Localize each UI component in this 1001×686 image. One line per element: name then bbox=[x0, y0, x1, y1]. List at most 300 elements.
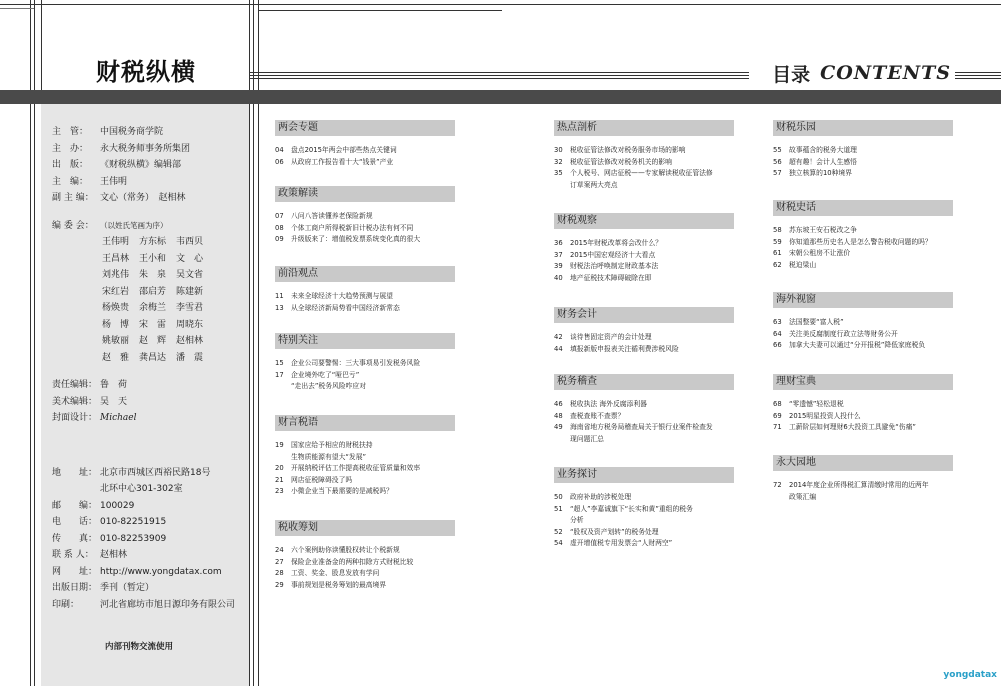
editorial-name: 吴文省 bbox=[176, 270, 204, 280]
section-heading: 税收筹划 bbox=[275, 520, 455, 536]
editorial-name: 王昌林 bbox=[102, 253, 130, 264]
entry-title: 独立核算的10种境界 bbox=[789, 169, 853, 177]
section-heading: 财务会计 bbox=[554, 307, 734, 323]
entry-title: 升级版来了：增值税发票系统变化真的很大 bbox=[291, 235, 421, 243]
page-number: 69 bbox=[773, 411, 782, 420]
entry-title: 工资、奖金、股息发放有学问 bbox=[291, 569, 380, 577]
masthead-row bbox=[52, 141, 242, 158]
toc-section bbox=[275, 186, 455, 246]
toc-section bbox=[554, 120, 734, 191]
entry-title: 保险企业准备金的两种扣除方式财税比较 bbox=[291, 557, 414, 566]
editorial-name: 刘兆伟 bbox=[102, 270, 130, 280]
section-items bbox=[275, 545, 455, 591]
toc-entry[interactable] bbox=[275, 545, 455, 557]
toc-section bbox=[275, 266, 455, 314]
entry-title: 未来全球经济十大趋势预测与展望 bbox=[291, 292, 393, 300]
spacer bbox=[52, 427, 242, 465]
section-heading: 海外视窗 bbox=[773, 292, 953, 308]
toc-entry[interactable] bbox=[275, 440, 455, 452]
entry-title: 2015中国宏观经济十大看点 bbox=[570, 250, 656, 259]
entry-title: 从全球经济新局势看中国经济新常态 bbox=[291, 303, 400, 312]
section-items bbox=[554, 145, 734, 191]
toc-entry[interactable] bbox=[773, 399, 953, 411]
section-heading: 财税乐园 bbox=[773, 120, 953, 136]
entry-title: 宋朝公租房不让涨价 bbox=[789, 249, 851, 257]
entry-title: 苏东坡王安石税改之争 bbox=[789, 226, 857, 234]
editorial-name: 余梅兰 bbox=[139, 303, 167, 313]
entry-title: “股权及资产划转”的税务处理 bbox=[570, 527, 659, 536]
entry-title: 填报新版申报表关注循利费涉税风险 bbox=[570, 344, 679, 353]
entry-title: 个人税号、网店征税——专家解读税收征管法修 bbox=[570, 169, 713, 177]
section-items bbox=[773, 480, 953, 503]
masthead-label: 邮 编： bbox=[52, 500, 98, 511]
toc-entry[interactable] bbox=[275, 568, 455, 580]
entry-title: 订草案两大亮点 bbox=[570, 180, 618, 189]
entry-title: 税迫梁山 bbox=[789, 260, 817, 269]
toc-entry[interactable] bbox=[773, 237, 953, 249]
entry-title: 八问八答读懂养老保险新规 bbox=[291, 212, 373, 220]
masthead-value: 010-82253909 bbox=[100, 533, 167, 544]
page-number: 71 bbox=[773, 423, 782, 431]
toc-heading-en: CONTENTS bbox=[820, 62, 951, 84]
masthead-row bbox=[52, 514, 242, 531]
toc-entry[interactable] bbox=[773, 260, 953, 272]
internal-note: 内部刊物交流使用 bbox=[105, 642, 174, 652]
section-items bbox=[773, 399, 953, 434]
entry-title: 政府补助的涉税处理 bbox=[570, 493, 632, 501]
masthead-value: 河北省廊坊市旭日源印务有限公司 bbox=[100, 599, 236, 610]
entry-title: 生物质能源有望大“发展” bbox=[291, 452, 367, 461]
section-heading: 理财宝典 bbox=[773, 374, 953, 390]
editorial-names-row bbox=[102, 350, 242, 367]
page-number: 39 bbox=[554, 262, 563, 270]
masthead-value: 100029 bbox=[100, 500, 135, 511]
masthead-row bbox=[52, 547, 242, 564]
masthead-row bbox=[52, 218, 242, 235]
toc-entry[interactable] bbox=[554, 434, 734, 446]
toc-entry[interactable] bbox=[773, 248, 953, 260]
toc-entry[interactable] bbox=[275, 291, 455, 303]
page-number: 23 bbox=[275, 487, 284, 495]
toc-section bbox=[773, 292, 953, 352]
toc-entry[interactable] bbox=[554, 527, 734, 539]
toc-entry[interactable] bbox=[275, 463, 455, 475]
masthead-row bbox=[52, 174, 242, 191]
masthead-row bbox=[52, 157, 242, 174]
toc-entry[interactable] bbox=[275, 580, 455, 592]
masthead-row bbox=[52, 190, 242, 207]
page-number: 20 bbox=[275, 464, 284, 472]
section-items bbox=[275, 145, 455, 168]
entry-title: 网店征税障碍没了吗 bbox=[291, 475, 353, 484]
section-items bbox=[554, 399, 734, 445]
entry-title: 财税法治呼唤制定财政基本法 bbox=[570, 262, 659, 270]
page-number: 64 bbox=[773, 329, 782, 338]
masthead-row bbox=[52, 481, 242, 498]
editorial-names bbox=[52, 234, 242, 366]
page-number: 35 bbox=[554, 169, 563, 177]
section-heading: 财税史话 bbox=[773, 200, 953, 216]
toc-entry[interactable] bbox=[275, 381, 455, 393]
entry-title: 六个案例助你读懂股权转让个税新规 bbox=[291, 546, 400, 554]
entry-title: “超人”李嘉诚旗下“长实和黄”重组的税务 bbox=[570, 504, 693, 513]
section-heading: 财税观察 bbox=[554, 213, 734, 229]
masthead-value: 文心（常务） 赵相林 bbox=[100, 193, 186, 203]
spacer bbox=[52, 366, 242, 377]
page-number bbox=[275, 381, 291, 393]
masthead-row bbox=[52, 531, 242, 548]
toc-entry[interactable] bbox=[773, 422, 953, 434]
entry-title: 虚开增值税专用发票会“人财两空” bbox=[570, 539, 673, 547]
page-number: 56 bbox=[773, 157, 782, 166]
masthead bbox=[52, 124, 242, 613]
toc-entry[interactable] bbox=[275, 486, 455, 498]
page-number: 68 bbox=[773, 400, 782, 408]
header-lines-right bbox=[955, 72, 1001, 81]
page-number: 59 bbox=[773, 237, 782, 246]
toc-entry[interactable] bbox=[554, 273, 734, 285]
section-heading: 热点剖析 bbox=[554, 120, 734, 136]
editorial-note: （以姓氏笔画为序） bbox=[100, 220, 168, 230]
entry-title: 从政府工作报告看十大“钱景”产业 bbox=[291, 157, 394, 166]
entry-title: 加拿大夫妻可以通过“分开报税”降低家庭税负 bbox=[789, 341, 926, 349]
masthead-value: 王伟明 bbox=[100, 176, 128, 187]
page-number: 61 bbox=[773, 249, 782, 257]
section-heading: 特别关注 bbox=[275, 333, 455, 349]
page-number: 28 bbox=[275, 569, 284, 577]
section-items bbox=[275, 291, 455, 314]
entry-title: 企业公司要警惕：三大事项易引发税务风险 bbox=[291, 359, 421, 367]
masthead-row bbox=[52, 465, 242, 482]
entry-title: 税收征管法修改对税务机关的影响 bbox=[570, 157, 672, 166]
page-number: 62 bbox=[773, 260, 782, 269]
masthead-row bbox=[52, 124, 242, 141]
toc-section bbox=[773, 200, 953, 271]
editorial-name: 潘 震 bbox=[176, 352, 204, 363]
page-number: 15 bbox=[275, 359, 284, 367]
page-number: 44 bbox=[554, 344, 563, 353]
masthead-value: Michael bbox=[100, 413, 137, 423]
editorial-name: 龚昌达 bbox=[139, 352, 167, 363]
page-number: 52 bbox=[554, 527, 563, 536]
editorial-names-row bbox=[102, 251, 242, 268]
editorial-name: 邵启芳 bbox=[139, 286, 167, 297]
toc-section bbox=[554, 374, 734, 445]
entry-title: 你知道那些历史名人是怎么警告税收问题的吗？ bbox=[789, 237, 932, 246]
entry-title: 2014年度企业所得税汇算清缴时常用的近两年 bbox=[789, 481, 929, 489]
entry-title: 法国整要“富人税” bbox=[789, 318, 844, 326]
page-number: 63 bbox=[773, 318, 782, 326]
section-items bbox=[275, 358, 455, 393]
toc-entry[interactable] bbox=[554, 168, 734, 180]
toc-entry[interactable] bbox=[554, 538, 734, 550]
editorial-name: 杨焕贵 bbox=[102, 303, 130, 313]
editorial-name: 王伟明 bbox=[102, 237, 130, 247]
section-items bbox=[554, 238, 734, 284]
toc-entry[interactable] bbox=[554, 411, 734, 423]
masthead-label: 出 版： bbox=[52, 160, 89, 170]
page-number: 32 bbox=[554, 157, 563, 166]
toc-entry[interactable] bbox=[554, 250, 734, 262]
editorial-names-row bbox=[102, 300, 242, 317]
masthead-label: 编 委 会： bbox=[52, 220, 94, 231]
toc-entry[interactable] bbox=[773, 480, 953, 492]
page-number: 57 bbox=[773, 169, 782, 177]
masthead-label: 责任编辑： bbox=[52, 380, 98, 390]
masthead-row bbox=[52, 597, 242, 614]
entry-title: 开展纳税评估工作提高税收征管质量和效率 bbox=[291, 464, 421, 472]
toc-entry[interactable] bbox=[275, 557, 455, 569]
page-number bbox=[554, 515, 570, 527]
page-number: 48 bbox=[554, 411, 563, 420]
toc-section bbox=[773, 455, 953, 503]
page-number bbox=[773, 492, 789, 504]
editorial-name: 宋 雷 bbox=[139, 319, 167, 330]
toc-entry[interactable] bbox=[554, 399, 734, 411]
entry-title: 故事蕴含的税务大道理 bbox=[789, 146, 857, 154]
page-number: 46 bbox=[554, 400, 563, 408]
toc-section bbox=[275, 520, 455, 591]
entry-title: 小微企业当下最需要的是减税吗？ bbox=[291, 487, 393, 495]
toc-section bbox=[554, 467, 734, 550]
page-number bbox=[554, 434, 570, 446]
toc-entry[interactable] bbox=[554, 157, 734, 169]
masthead-value: 中国税务商学院 bbox=[100, 127, 164, 137]
page-number: 06 bbox=[275, 157, 284, 166]
section-items bbox=[773, 145, 953, 180]
entry-title: “零遗憾”轻松退税 bbox=[789, 400, 844, 408]
masthead-label: 印刷： bbox=[52, 599, 80, 610]
masthead-value: 鲁 荷 bbox=[100, 380, 128, 390]
page-number: 55 bbox=[773, 146, 782, 154]
masthead-label: 联 系 人： bbox=[52, 550, 94, 560]
toc-entry[interactable] bbox=[554, 504, 734, 516]
toc-entry[interactable] bbox=[554, 492, 734, 504]
section-items bbox=[554, 492, 734, 550]
entry-title: 税收征管法修改对税务服务市场的影响 bbox=[570, 146, 686, 154]
editorial-name: 赵 雅 bbox=[102, 352, 130, 363]
toc-entry[interactable] bbox=[554, 422, 734, 434]
section-heading: 业务探讨 bbox=[554, 467, 734, 483]
masthead-label: 出版日期： bbox=[52, 583, 98, 593]
entry-title: 税收执法 海外反腐添利器 bbox=[570, 400, 647, 408]
entry-title: 国家应给予相应的财税扶持 bbox=[291, 441, 373, 449]
page-number bbox=[554, 180, 570, 192]
entry-title: 个体工商户所得税新旧计税办法有何不同 bbox=[291, 223, 414, 232]
toc-entry[interactable] bbox=[275, 475, 455, 487]
entry-title: “走出去”税务风险咋应对 bbox=[291, 382, 367, 390]
toc-entry[interactable] bbox=[275, 370, 455, 382]
page-number: 11 bbox=[275, 292, 284, 300]
masthead-row bbox=[52, 580, 242, 597]
toc-entry[interactable] bbox=[773, 145, 953, 157]
section-items bbox=[554, 332, 734, 355]
entry-title: 工薪阶层如何理财6大投资工具避免“伤痛” bbox=[789, 423, 916, 431]
toc-section bbox=[773, 120, 953, 180]
toc-entry[interactable] bbox=[773, 157, 953, 169]
toc-entry[interactable] bbox=[554, 261, 734, 273]
section-items bbox=[773, 225, 953, 271]
frame-line bbox=[258, 10, 502, 11]
masthead-value: 赵相林 bbox=[100, 550, 128, 560]
entry-title: 事前规划是税务筹划的最高境界 bbox=[291, 580, 387, 589]
masthead-value: 吴 天 bbox=[100, 396, 128, 407]
frame-line bbox=[0, 4, 1001, 5]
masthead-row bbox=[52, 410, 242, 427]
page-number: 49 bbox=[554, 423, 563, 431]
entry-title: 2015年财税改革将会改什么？ bbox=[570, 239, 663, 247]
toc-section bbox=[275, 415, 455, 498]
watermark: yongdatax bbox=[943, 670, 997, 680]
toc-entry[interactable] bbox=[275, 358, 455, 370]
page-number: 36 bbox=[554, 239, 563, 247]
masthead-row bbox=[52, 564, 242, 581]
toc-entry[interactable] bbox=[275, 303, 455, 315]
page-number: 09 bbox=[275, 235, 284, 243]
page-number: 13 bbox=[275, 303, 284, 312]
entry-title: 查税查账不查票？ bbox=[570, 411, 625, 420]
toc-entry[interactable] bbox=[275, 145, 455, 157]
toc-entry[interactable] bbox=[773, 340, 953, 352]
editorial-name: 朱 泉 bbox=[139, 270, 167, 280]
editorial-name: 赵相林 bbox=[176, 336, 204, 346]
page-number bbox=[275, 452, 291, 464]
editorial-names-row bbox=[102, 267, 242, 284]
editorial-names-row bbox=[102, 234, 242, 251]
page-number: 42 bbox=[554, 333, 563, 341]
spacer bbox=[52, 207, 242, 218]
toc-entry[interactable] bbox=[275, 234, 455, 246]
masthead-value: 《财税纵横》编辑部 bbox=[100, 160, 182, 170]
masthead-value: 永大税务师事务所集团 bbox=[100, 143, 191, 154]
editorial-name: 文 心 bbox=[176, 253, 204, 264]
masthead-label: 副 主 编： bbox=[52, 193, 94, 203]
toc-entry[interactable] bbox=[773, 168, 953, 180]
editorial-name: 李雪君 bbox=[176, 303, 204, 313]
toc-entry[interactable] bbox=[773, 225, 953, 237]
toc-heading bbox=[772, 61, 951, 85]
page-number: 54 bbox=[554, 539, 563, 547]
toc-entry[interactable] bbox=[773, 317, 953, 329]
editorial-name: 韦西贝 bbox=[176, 237, 204, 247]
page-number: 51 bbox=[554, 504, 563, 513]
editorial-names-row bbox=[102, 333, 242, 350]
toc-section bbox=[773, 374, 953, 434]
toc-entry[interactable] bbox=[773, 492, 953, 504]
toc-entry[interactable] bbox=[554, 344, 734, 356]
editorial-names-row bbox=[102, 317, 242, 334]
page-number: 24 bbox=[275, 546, 284, 554]
section-heading: 税务稽查 bbox=[554, 374, 734, 390]
toc-entry[interactable] bbox=[554, 238, 734, 250]
masthead-row bbox=[52, 394, 242, 411]
entry-title: 关注美反腐制度行政立法等财务公开 bbox=[789, 329, 898, 338]
page-number: 08 bbox=[275, 223, 284, 232]
editorial-name: 杨 博 bbox=[102, 319, 130, 330]
section-heading: 财言税语 bbox=[275, 415, 455, 431]
toc-entry[interactable] bbox=[275, 223, 455, 235]
page-number: 04 bbox=[275, 146, 284, 154]
masthead-row bbox=[52, 498, 242, 515]
masthead-value: 季刊（暂定） bbox=[100, 583, 155, 593]
header-lines-left bbox=[249, 72, 749, 81]
toc-section bbox=[554, 213, 734, 284]
masthead-value: 北环中心301-302室 bbox=[100, 484, 183, 494]
editorial-name: 方东标 bbox=[139, 237, 167, 247]
masthead-label: 美术编辑： bbox=[52, 396, 98, 407]
masthead-row bbox=[52, 377, 242, 394]
editorial-name: 陈建新 bbox=[176, 286, 204, 297]
masthead-label: 网 址： bbox=[52, 566, 98, 577]
masthead-label: 主 编： bbox=[52, 176, 89, 187]
editorial-name: 赵 辉 bbox=[139, 336, 167, 346]
page-number: 72 bbox=[773, 481, 782, 489]
section-heading: 政策解读 bbox=[275, 186, 455, 202]
toc-entry[interactable] bbox=[275, 157, 455, 169]
masthead-label bbox=[52, 481, 100, 498]
toc-entry[interactable] bbox=[554, 332, 734, 344]
toc-entry[interactable] bbox=[275, 211, 455, 223]
toc-section bbox=[275, 333, 455, 393]
section-items bbox=[275, 440, 455, 498]
toc-entry[interactable] bbox=[554, 515, 734, 527]
page-number: 07 bbox=[275, 212, 284, 220]
entry-title: 现问题汇总 bbox=[570, 434, 604, 443]
masthead-label: 电 话： bbox=[52, 517, 98, 527]
frame-line bbox=[0, 8, 34, 9]
editorial-names-row bbox=[102, 284, 242, 301]
masthead-label: 主 办： bbox=[52, 143, 89, 154]
entry-title: 地产征税技术障碍破除在即 bbox=[570, 273, 652, 282]
section-heading: 前沿观点 bbox=[275, 266, 455, 282]
entry-title: 政策汇编 bbox=[789, 492, 817, 501]
editorial-name: 姚敏丽 bbox=[102, 336, 130, 346]
entry-title: 2015明星投资人投什么 bbox=[789, 411, 861, 420]
toc-section bbox=[275, 120, 455, 168]
toc-section bbox=[554, 307, 734, 355]
toc-entry[interactable] bbox=[554, 145, 734, 157]
editorial-name: 宋红岩 bbox=[102, 286, 130, 297]
toc-entry[interactable] bbox=[275, 452, 455, 464]
masthead-label: 封面设计： bbox=[52, 413, 98, 423]
brand-logo: 财税纵横 bbox=[96, 58, 196, 86]
toc-entry[interactable] bbox=[773, 329, 953, 341]
page-number: 37 bbox=[554, 250, 563, 259]
section-heading: 永大园地 bbox=[773, 455, 953, 471]
masthead-label: 传 真： bbox=[52, 533, 98, 544]
toc-entry[interactable] bbox=[773, 411, 953, 423]
page-number: 17 bbox=[275, 370, 284, 379]
page-number: 21 bbox=[275, 475, 284, 484]
toc-entry[interactable] bbox=[554, 180, 734, 192]
page-number: 19 bbox=[275, 441, 284, 449]
page-number: 29 bbox=[275, 580, 284, 589]
section-items bbox=[773, 317, 953, 352]
editorial-name: 周晓东 bbox=[176, 319, 204, 330]
page-number: 27 bbox=[275, 557, 284, 566]
header-banner bbox=[0, 90, 1001, 104]
entry-title: 超有趣！会计人生感悟 bbox=[789, 157, 857, 166]
masthead-value: 010-82251915 bbox=[100, 517, 167, 527]
masthead-value: http://www.yongdatax.com bbox=[100, 566, 222, 577]
editorial-name: 王小和 bbox=[139, 253, 167, 264]
entry-title: 企业境外吃了“哑巴亏” bbox=[291, 370, 360, 379]
page-number: 40 bbox=[554, 273, 563, 282]
section-items bbox=[275, 211, 455, 246]
masthead-label: 主 管： bbox=[52, 127, 89, 137]
entry-title: 谈待售固定资产的会计处理 bbox=[570, 333, 652, 341]
page-number: 50 bbox=[554, 493, 563, 501]
